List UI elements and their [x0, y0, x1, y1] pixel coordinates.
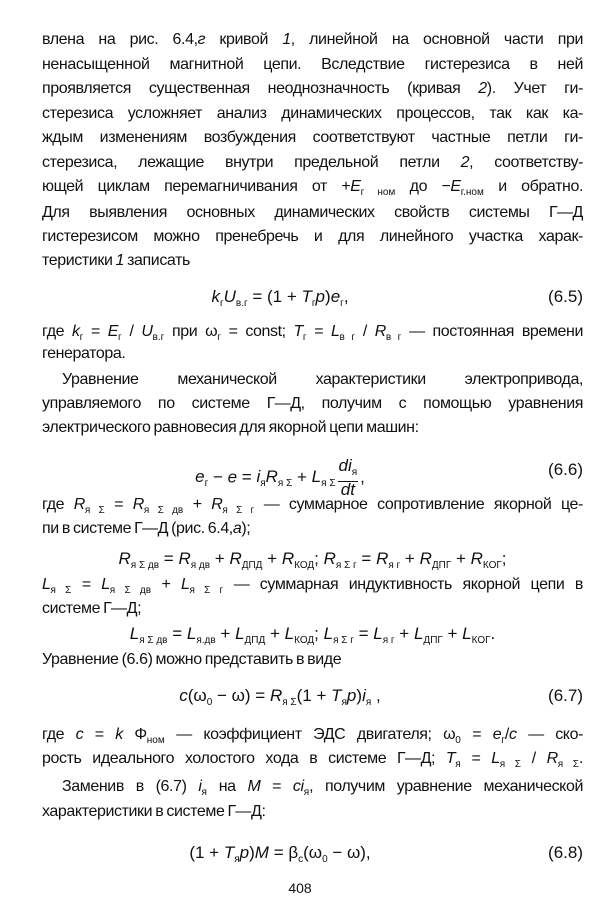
- text-line: где $R_{я \Sigma} = R_{я \Sigma дв} + R_{я \Sigma г}$ — суммарное сопротивление якорной це-: [42, 496, 583, 516]
- equation: $c(\omega_0 - \omega) = R_{я \Sigma}(1 + T_яp)i_я$ ,: [179, 686, 381, 708]
- math-variable: $L_{ДПД}$: [235, 624, 266, 646]
- subscript: я Σ дв: [139, 635, 168, 646]
- subscript: я Σ дв: [130, 560, 160, 571]
- math-variable: а: [232, 520, 242, 537]
- math-variable: $i_я$: [256, 467, 266, 490]
- subscript: КОД: [294, 635, 315, 646]
- subscript: г: [302, 332, 307, 343]
- math-variable: 1: [115, 252, 125, 269]
- math-variable: M: [247, 778, 261, 795]
- page-number: 408: [288, 880, 312, 896]
- subscript: я: [351, 467, 358, 478]
- subscript: г: [311, 298, 316, 309]
- math-variable: $L_{я \Sigma г}$: [323, 624, 354, 646]
- math-variable: $i_я$: [198, 778, 207, 798]
- text-line: теристики 1 записать: [42, 252, 190, 269]
- subscript: я Σ: [557, 759, 579, 770]
- text-line: генератора.: [42, 345, 126, 362]
- text-line: пи в системе Г—Д (рис. 6.4,а);: [42, 520, 251, 537]
- math-variable: $R_{я \Sigma дв}$: [118, 549, 160, 571]
- text-line: характеристики в системе Г—Д:: [42, 803, 266, 820]
- math-variable: г: [197, 31, 206, 48]
- subscript: я Σ г: [333, 635, 354, 646]
- text-line: Уравнение механической характеристики электропривода,: [62, 371, 583, 388]
- subscript-group: [455, 726, 461, 746]
- subscript: я: [341, 697, 347, 708]
- subscript: г: [340, 298, 344, 309]
- subscript: КОГ: [482, 560, 502, 571]
- subscript: КОД: [294, 560, 315, 571]
- fraction-numerator: $di_я$: [338, 458, 359, 482]
- subscript: г: [219, 298, 224, 309]
- text-line: системе Г—Д;: [42, 600, 142, 617]
- fraction-denominator: dt: [340, 480, 355, 499]
- math-variable: $L_{я \Sigma}$: [311, 467, 336, 490]
- math-variable: $R_{я \Sigma}$: [269, 686, 297, 708]
- text-line: влена на рис. 6.4,г кривой 1, линейной на основной части при: [42, 31, 583, 48]
- subscript: в г: [385, 332, 402, 343]
- subscript: 0: [322, 854, 328, 865]
- math-variable: $L_{в г}$: [331, 323, 356, 343]
- fraction: [338, 458, 359, 498]
- math-variable: $R_{я \Sigma}$: [265, 467, 293, 490]
- subscript: я Σ г: [222, 505, 255, 516]
- subscript: 0: [206, 697, 213, 708]
- subscript: я: [365, 697, 372, 708]
- equation: $R_{я \Sigma дв} = R_{я дв} + R_{ДПД} + R_{КОД}$; $R_{я \Sigma г} = R_{я г} + R_{ДПГ} + R_{КОГ}$;: [118, 549, 507, 571]
- subscript: я: [201, 787, 207, 798]
- text-line: гистерезисом можно пренебречь и для линейного участка харак-: [42, 228, 583, 245]
- math-variable: $E_{г ном}$: [350, 178, 396, 198]
- math-variable: $L_{ДПГ}$: [413, 624, 443, 646]
- subscript: я Σ г: [335, 560, 357, 571]
- subscript: я Σ дв: [143, 505, 184, 516]
- math-variable: c: [179, 686, 188, 705]
- math-variable: $T_я$: [223, 843, 240, 865]
- math-variable: $R_{я \Sigma г}$: [323, 549, 357, 571]
- math-variable: $R_{я \Sigma г}$: [211, 496, 255, 516]
- equation-number: (6.8): [548, 843, 583, 862]
- math-variable: $R_{я г}$: [376, 549, 401, 571]
- subscript: я Σ: [277, 478, 293, 490]
- subscript: я г: [382, 635, 395, 646]
- subscript: я: [234, 854, 240, 865]
- subscript: я г: [388, 560, 401, 571]
- math-variable: $T_г$: [293, 323, 307, 343]
- subscript: 0: [455, 735, 461, 746]
- subscript: г: [204, 478, 209, 490]
- equation: $e_г - e = i_яR_{я \Sigma} + L_{я \Sigma}$ $\frac{di_я}{dt}$ ,: [195, 456, 365, 499]
- math-variable: p: [346, 686, 357, 705]
- math-variable: c: [75, 726, 84, 743]
- subscript: я: [303, 787, 310, 798]
- subscript: я Σ: [499, 759, 521, 770]
- math-variable: k: [115, 726, 123, 743]
- text-line: Уравнение (6.6) можно представить в виде: [42, 651, 342, 668]
- math-variable: M: [254, 843, 269, 862]
- math-variable: $R_{я \Sigma}$: [73, 496, 105, 516]
- math-variable: $R_{ДПД}$: [229, 549, 263, 571]
- math-variable: $R_{ДПГ}$: [419, 549, 452, 571]
- text-line: управляемого по системе Г—Д, получим с помощью уравнения: [42, 395, 583, 412]
- math-variable: 2: [478, 80, 487, 97]
- subscript: г ном: [360, 187, 396, 198]
- math-variable: c: [292, 778, 301, 795]
- math-variable: $U_{в.г}$: [141, 323, 165, 343]
- subscript: я Σ: [50, 585, 72, 596]
- math-variable: $T_я$: [445, 750, 461, 770]
- equation-number: (6.5): [548, 287, 583, 306]
- math-variable: $i_я$: [362, 686, 372, 708]
- math-variable: $E_г$: [107, 323, 122, 343]
- subscript: я Σ: [321, 478, 336, 490]
- subscript: c: [298, 854, 304, 865]
- subscript-group: [322, 843, 328, 865]
- subscript: я: [260, 478, 266, 490]
- math-variable: $L_{я \Sigma г}$: [180, 576, 224, 596]
- math-variable: $i_я$: [300, 778, 310, 798]
- math-variable: $R_{я \Sigma дв}$: [132, 496, 184, 516]
- math-variable: $R_{я \Sigma}$: [546, 750, 579, 770]
- subscript-group: [298, 843, 304, 865]
- text-line: электрического равновесия для якорной цепи машин:: [42, 419, 419, 436]
- subscript: г: [217, 332, 221, 343]
- math-variable: $e_г$: [492, 726, 505, 746]
- math-variable: $R_{я дв}$: [178, 549, 211, 571]
- equation: $(1 + T_яp)M = \beta_c(\omega_0 - \omega)$,: [189, 843, 371, 865]
- math-variable: $L_{КОД}$: [284, 624, 315, 646]
- subscript-group: [217, 323, 221, 343]
- equation: $k_гU_{в.г} = (1 + T_гp)e_г$,: [211, 287, 349, 309]
- text-line: где c = k $\Phi_{ном}$ — коэффициент ЭДС двигателя; $\omega_0 = e_г/c$ — ско-: [42, 726, 583, 746]
- equation-number: (6.7): [548, 686, 583, 705]
- text-line: Для выявления основных динамических свойств системы Г—Д: [42, 204, 583, 221]
- subscript: г.ном: [460, 187, 484, 198]
- subscript: я Σ: [84, 505, 105, 516]
- text-line: ненасыщенной магнитной цепи. Вследствие гистерезиса в ней: [42, 56, 583, 73]
- math-variable: $E_{г.ном}$: [450, 178, 484, 198]
- math-variable: $e_г$: [195, 467, 209, 490]
- text-line: стерезиса усложняет анализ динамических процессов, так как ка-: [42, 105, 583, 122]
- subscript: г: [118, 332, 122, 343]
- math-variable: $L_{я \Sigma}$: [42, 576, 72, 596]
- math-variable: p: [239, 843, 250, 862]
- math-variable: $L_{я \Sigma}$: [491, 750, 521, 770]
- math-variable: $L_{я \Sigma дв}$: [129, 624, 168, 646]
- equation: $L_{я \Sigma дв} = L_{я.дв} + L_{ДПД} + L_{КОД}$; $L_{я \Sigma г} = L_{я г} + L_{ДПГ} + L_{КОГ}$.: [129, 624, 496, 646]
- subscript: г: [79, 332, 84, 343]
- math-variable: e: [227, 467, 238, 487]
- subscript-group: [206, 686, 213, 708]
- text-line: стерезиса, лежащие внутри предельной петли 2, соответству-: [42, 154, 584, 171]
- math-variable: 1: [282, 31, 291, 48]
- math-variable: $T_г$: [301, 287, 316, 309]
- equation-number: (6.6): [548, 460, 583, 479]
- math-variable: 2: [460, 154, 470, 171]
- subscript: ном: [146, 735, 165, 746]
- math-variable: $R_{КОГ}$: [470, 549, 502, 571]
- math-variable: $T_я$: [331, 686, 347, 708]
- subscript: я Σ дв: [109, 585, 152, 596]
- text-line: Заменив в (6.7) $i_я$ на $M = ci_я$, получим уравнение механической: [62, 778, 583, 798]
- text-line: проявляется существенная неоднозначность (кривая 2). Учет ги-: [42, 80, 583, 97]
- math-variable: $U_{в.г}$: [223, 287, 248, 309]
- subscript: ДПД: [241, 560, 263, 571]
- math-variable: c: [508, 726, 517, 743]
- math-variable: $L_{я.дв}$: [186, 624, 216, 646]
- text-line: ющей циклам перемагничивания от $+E_{г ном}$ до $-E_{г.ном}$ и обратно.: [42, 178, 583, 198]
- math-variable: $L_{я г}$: [373, 624, 395, 646]
- subscript: я дв: [190, 560, 211, 571]
- math-variable: $R_{в г}$: [374, 323, 402, 343]
- subscript: г: [501, 735, 505, 746]
- text-line: $L_{я \Sigma} = L_{я \Sigma дв} + L_{я \Sigma г}$ — суммарная индуктивность якорной цепи в: [42, 576, 583, 596]
- text-line: ждым изменениям возбуждения соответствуют частные петли ги-: [42, 129, 583, 146]
- subscript: я: [455, 759, 461, 770]
- math-variable: $e_г$: [330, 287, 344, 309]
- subscript: я.дв: [196, 635, 216, 646]
- subscript: ДПД: [244, 635, 266, 646]
- math-variable: p: [315, 287, 326, 306]
- subscript: в г: [339, 332, 356, 343]
- subscript: ДПГ: [431, 560, 452, 571]
- math-variable: $L_{КОГ}$: [462, 624, 491, 646]
- math-variable: $k_г$: [71, 323, 84, 343]
- math-variable: $L_{я \Sigma дв}$: [101, 576, 152, 596]
- subscript: в.г: [152, 332, 165, 343]
- subscript: я Σ: [282, 697, 297, 708]
- subscript: я Σ г: [189, 585, 224, 596]
- subscript: ДПГ: [423, 635, 443, 646]
- text-line: рость идеального холостого хода в системе Г—Д; $T_я = L_{я \Sigma} / R_{я \Sigma}$.: [42, 750, 583, 770]
- subscript: в.г: [235, 298, 248, 309]
- math-variable: $R_{КОД}$: [281, 549, 315, 571]
- subscript: КОГ: [471, 635, 491, 646]
- text-line: где $k_г = E_г / U_{в.г}$ при $\omega_г$ = const; $T_г = L_{в г} / R_{в г}$ — постоянная времени: [42, 323, 583, 343]
- subscript-group: [146, 726, 165, 746]
- math-variable: $k_г$: [211, 287, 224, 309]
